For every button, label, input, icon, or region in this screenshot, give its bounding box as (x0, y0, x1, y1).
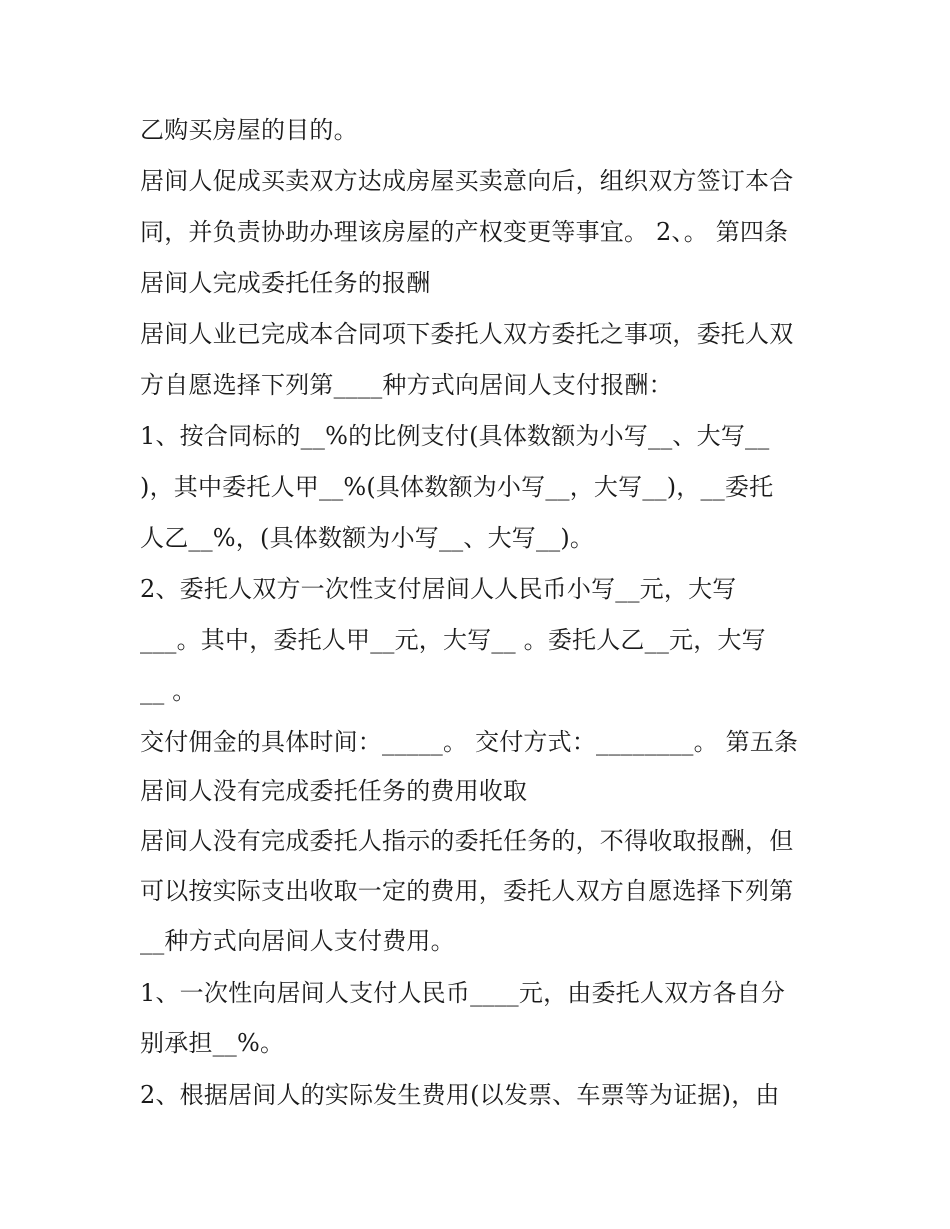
text-line: 别承担__%。 (140, 1029, 285, 1057)
text-line: 居间人没有完成委托任务的费用收取 (140, 777, 528, 805)
text-line: 乙购买房屋的目的。 (140, 116, 358, 144)
text-line: 方自愿选择下列第____种方式向居间人支付报酬： (140, 371, 673, 399)
text-line: 1、一次性向居间人支付人民币____元，由委托人双方各自分 (140, 979, 786, 1007)
text-line: 2、根据居间人的实际发生费用(以发票、车票等为证据)，由 (140, 1081, 780, 1109)
text-line: 居间人业已完成本合同项下委托人双方委托之事项，委托人双 (140, 320, 794, 348)
text-line: ___。其中，委托人甲__元，大写__ 。委托人乙__元，大写 (140, 626, 766, 654)
text-line: 同，并负责协助办理该房屋的产权变更等事宜。 2、。 第四条 (140, 218, 789, 246)
text-line: 居间人促成买卖双方达成房屋买卖意向后，组织双方签订本合 (140, 167, 794, 195)
text-line: 居间人没有完成委托人指示的委托任务的，不得收取报酬，但 (140, 827, 794, 855)
text-line: 2、委托人双方一次性支付居间人人民币小写__元，大写 (140, 575, 737, 603)
text-line: __ 。 (140, 677, 197, 705)
text-line: 交付佣金的具体时间：_____。 交付方式：________。 第五条 (140, 728, 799, 756)
text-line: 可以按实际支出收取一定的费用，委托人双方自愿选择下列第 (140, 877, 794, 905)
text-line: 1、按合同标的__%的比例支付(具体数额为小写__、大写__ (140, 422, 770, 450)
text-line: )，其中委托人甲__%(具体数额为小写__，大写__)，__委托 (140, 473, 774, 501)
text-line: 人乙__%，(具体数额为小写__、大写__)。 (140, 524, 595, 552)
text-line: 居间人完成委托任务的报酬 (140, 269, 431, 297)
text-line: __种方式向居间人支付费用。 (140, 927, 455, 955)
